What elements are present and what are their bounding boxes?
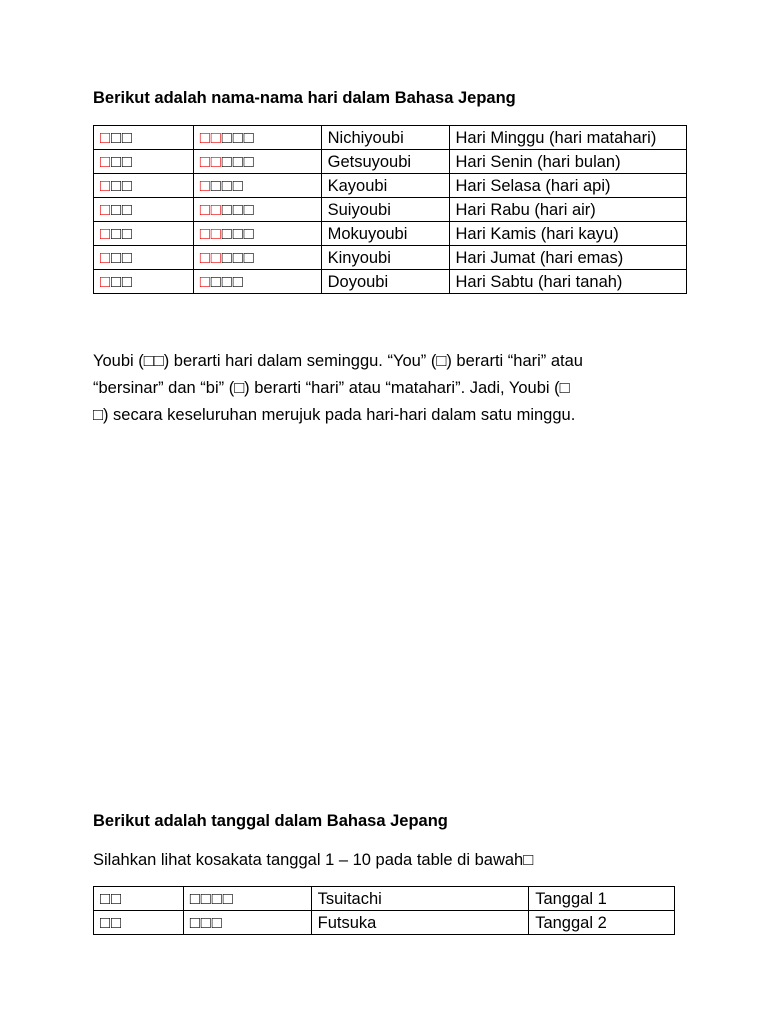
romaji-cell: Kinyoubi: [321, 246, 449, 270]
kana-cell: [193, 270, 321, 294]
kanji-rest: □□: [110, 201, 133, 219]
dates-table: [93, 886, 675, 935]
table-row: [94, 126, 687, 150]
table-row: [94, 222, 687, 246]
kanji-cell: [94, 270, 194, 294]
meaning-cell: Hari Senin (hari bulan): [449, 150, 687, 174]
kanji-cell: [94, 126, 194, 150]
kanji-rest: □□: [110, 153, 133, 171]
kanji-cell: □□: [94, 911, 184, 935]
romaji-cell: Mokuyoubi: [321, 222, 449, 246]
kanji-highlight: □: [100, 201, 111, 219]
kana-highlight: □: [199, 273, 211, 291]
table-row: [94, 150, 687, 174]
kana-rest: □□□: [221, 225, 255, 243]
kana-highlight: □□: [199, 225, 222, 243]
section1-heading: Berikut adalah nama-nama hari dalam Bahasa Jepang: [93, 89, 516, 107]
kana-rest: □□□: [221, 201, 255, 219]
table-row: [94, 270, 687, 294]
kanji-rest: □□: [110, 177, 133, 195]
romaji-cell: Kayoubi: [321, 174, 449, 198]
romaji-cell: Tsuitachi: [311, 887, 529, 911]
kanji-highlight: □: [100, 129, 111, 147]
kana-cell: [193, 198, 321, 222]
kanji-cell: [94, 174, 194, 198]
kana-cell: [193, 150, 321, 174]
days-table: [93, 125, 687, 294]
kana-highlight: □: [199, 177, 211, 195]
kana-cell: [193, 246, 321, 270]
kanji-highlight: □: [100, 225, 111, 243]
kana-highlight: □□: [199, 201, 222, 219]
kanji-cell: [94, 246, 194, 270]
romaji-cell: Suiyoubi: [321, 198, 449, 222]
meaning-cell: Hari Rabu (hari air): [449, 198, 687, 222]
romaji-cell: Nichiyoubi: [321, 126, 449, 150]
table-row: [94, 174, 687, 198]
meaning-cell: Hari Jumat (hari emas): [449, 246, 687, 270]
table-row: [94, 887, 675, 911]
paragraph-line-3: □) secara keseluruhan merujuk pada hari-hari dalam satu minggu.: [93, 406, 576, 424]
kana-rest: □□□: [210, 273, 244, 291]
section2-intro: Silahkan lihat kosakata tanggal 1 – 10 pada table di bawah□: [93, 851, 534, 869]
table-row: [94, 198, 687, 222]
kana-rest: □□□: [221, 129, 255, 147]
kana-cell: □□□□: [183, 887, 311, 911]
meaning-cell: Hari Kamis (hari kayu): [449, 222, 687, 246]
kana-highlight: □□: [199, 153, 222, 171]
kana-cell: [193, 222, 321, 246]
kana-rest: □□□: [221, 153, 255, 171]
meaning-cell: Tanggal 1: [529, 887, 675, 911]
meaning-cell: Tanggal 2: [529, 911, 675, 935]
kana-highlight: □□: [199, 249, 222, 267]
kanji-rest: □□: [110, 273, 133, 291]
romaji-cell: Getsuyoubi: [321, 150, 449, 174]
paragraph-line-2: “bersinar” dan “bi” (□) berarti “hari” atau “matahari”. Jadi, Youbi (□: [93, 379, 570, 397]
youbi-paragraph: [93, 348, 683, 429]
meaning-cell: Hari Selasa (hari api): [449, 174, 687, 198]
kanji-cell: [94, 222, 194, 246]
kana-rest: □□□: [210, 177, 244, 195]
kana-cell: [193, 126, 321, 150]
kanji-cell: □□: [94, 887, 184, 911]
section2-heading: Berikut adalah tanggal dalam Bahasa Jepang: [93, 812, 448, 830]
kanji-highlight: □: [100, 177, 111, 195]
kanji-highlight: □: [100, 153, 111, 171]
kana-rest: □□□: [221, 249, 255, 267]
romaji-cell: Futsuka: [311, 911, 529, 935]
meaning-cell: Hari Sabtu (hari tanah): [449, 270, 687, 294]
kanji-rest: □□: [110, 129, 133, 147]
kana-cell: □□□: [183, 911, 311, 935]
kanji-highlight: □: [100, 273, 111, 291]
romaji-cell: Doyoubi: [321, 270, 449, 294]
kana-highlight: □□: [199, 129, 222, 147]
paragraph-line-1: Youbi (□□) berarti hari dalam seminggu. “You” (□) berarti “hari” atau: [93, 352, 583, 370]
kanji-rest: □□: [110, 249, 133, 267]
meaning-cell: Hari Minggu (hari matahari): [449, 126, 687, 150]
kanji-highlight: □: [100, 249, 111, 267]
table-row: [94, 246, 687, 270]
kanji-rest: □□: [110, 225, 133, 243]
kana-cell: [193, 174, 321, 198]
kanji-cell: [94, 198, 194, 222]
kanji-cell: [94, 150, 194, 174]
table-row: [94, 911, 675, 935]
